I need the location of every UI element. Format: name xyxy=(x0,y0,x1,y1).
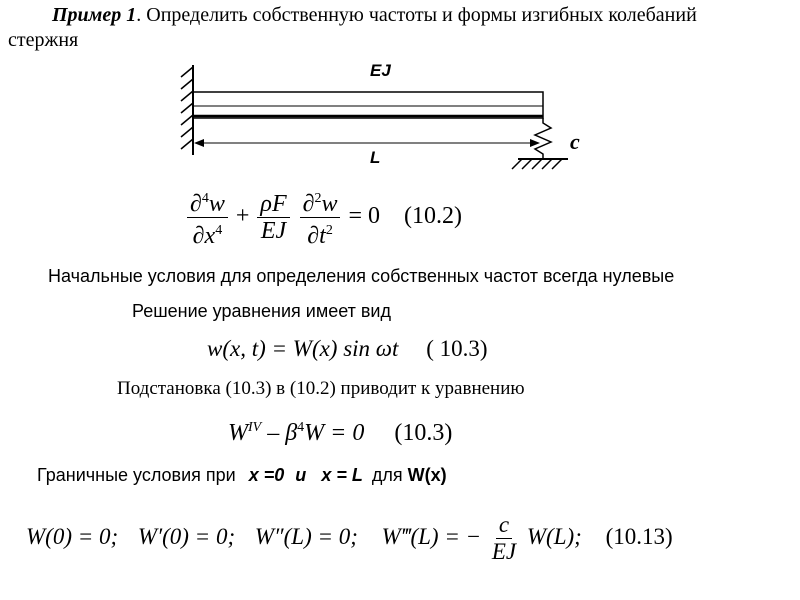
l-label: L xyxy=(370,148,381,167)
c-label: c xyxy=(570,129,580,154)
dim-arrow-left xyxy=(194,139,204,147)
ground-hatching xyxy=(512,159,562,169)
boundary-conditions-text: Граничные условия при x =0 и x = L для W(x) xyxy=(37,465,447,485)
beam xyxy=(193,92,543,118)
substitution-text: Подстановка (10.3) в (10.2) приводит к уравнению xyxy=(117,378,525,399)
frac-d2w-dt2: $\frac{\partial^2w}{\partial t^2}$ xyxy=(300,186,341,249)
title-text: . Определить собственную частоты и формы изгибных колебаний xyxy=(136,4,697,26)
frac-c-EJ: $\frac{c}{EJ}$ xyxy=(491,512,517,564)
ej-label: EJ xyxy=(370,61,391,80)
equation-10-13: W(0) = 0; W′(0) = 0; W″(L) = 0; W‴(L) = − $\frac{c}{EJ}$ W(L); (10.13) xyxy=(26,512,673,564)
slide-title xyxy=(52,4,697,26)
dim-arrow-right xyxy=(530,139,540,147)
beam-diagram xyxy=(160,55,600,185)
solution-text: Решение уравнения имеет вид xyxy=(132,301,391,321)
spring xyxy=(535,118,551,159)
frac-rhoF-EJ: $\frac{\rho F}{EJ}$ xyxy=(257,191,289,244)
equation-10-2: $\frac{\partial^4w}{\partial x^4}$ + $\frac{\rho F}{EJ}$ $\frac{\partial^2w}{\partial t^2}$ = 0 (10.2) xyxy=(185,186,462,249)
example-label: Пример 1 xyxy=(52,4,137,26)
frac-d4w-dx4: $\frac{\partial^4w}{\partial x^4}$ xyxy=(187,186,228,249)
initial-conditions-text: Начальные условия для определения собственных частот всегда нулевые xyxy=(48,266,675,286)
equation-10-3-reduced: $W^{IV} - \beta^4W = 0$ (10.3) xyxy=(228,420,453,446)
equation-10-3-solution: w(x, t) = W(x) sin ωt ( 10.3) xyxy=(207,336,488,361)
wall-hatching xyxy=(181,67,193,149)
title-line2: стержня xyxy=(8,29,79,51)
